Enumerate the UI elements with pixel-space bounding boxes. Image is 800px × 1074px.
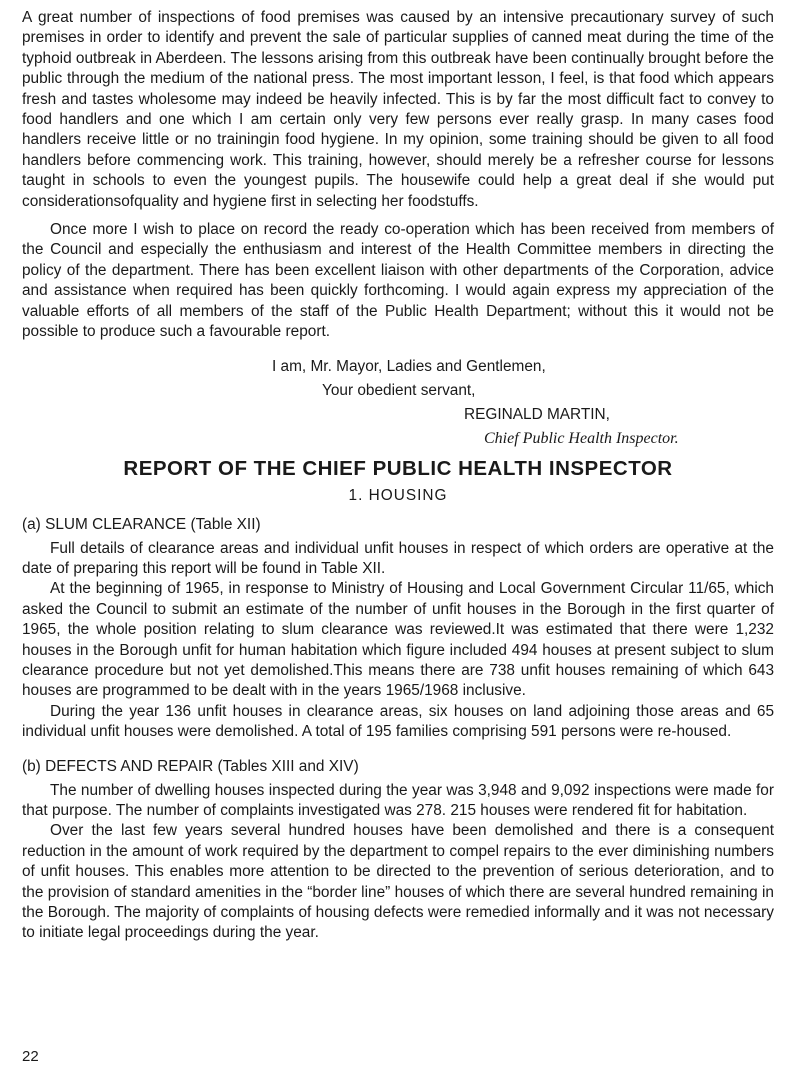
intro-paragraph: A great number of inspections of food premises was caused by an intensive precautionary survey of such premises in order to identify and prevent the sale of particular supplies of canned meat during the time of the typhoid outbreak in Aberdeen. The lessons arising from this outbreak have been continually brought before the public through the medium of the national press. The most important lesson, I feel, is that food which appears fresh and tastes wholesome may indeed be heavily infected. This is by far the most difficult fact to convey to food handlers and one which I am certain only very few persons ever really grasp. In many cases food handlers receive little or no trainingin food hygiene. In my opinion, some training should be given to all food handlers before commencing work. This training, however, should merely be a refresher course for lessons taught in schools to even the youngest pupils. The housewife could help a great deal if she would put considerationsofquality and hygiene first in selecting her foodstuffs.	[22, 9, 774, 210]
salutation: I am, Mr. Mayor, Ladies and Gentlemen,	[272, 357, 546, 375]
slum-clearance-paragraph: At the beginning of 1965, in response to Ministry of Housing and Local Government Circular 11/65, which asked the Council to submit an estimate of the number of unfit houses in the Borough in the first quarter of 1965, the whole position relating to slum clearance was reviewed.It was estimated that there were 1,232 houses in the Borough unfit for human habitation which figure included 494 houses at present subject to slum clearance procedure but not yet demolished.This means there are 738 unfit houses remaining of which 643 houses are programmed to be dealt with in the years 1965/1968 inclusive.	[22, 580, 774, 700]
slum-clearance-paragraph: Full details of clearance areas and individual unfit houses in respect of which orders are operative at the date of preparing this report will be found in Table XII.	[22, 539, 774, 577]
signatory-name: REGINALD MARTIN,	[464, 405, 610, 423]
subsection-b-heading: (b) DEFECTS AND REPAIR (Tables XIII and XIV)	[22, 757, 359, 775]
page-number: 22	[22, 1048, 39, 1065]
subsection-a-heading: (a) SLUM CLEARANCE (Table XII)	[22, 515, 261, 533]
letter-closing	[22, 355, 774, 451]
document-page	[22, 8, 774, 944]
defects-repair-paragraph: Over the last few years several hundred houses have been demolished and there is a consequent reduction in the amount of work required by the department to compel repairs to the ever diminishing numbers of unfit houses. This enables more attention to be directed to the prevention of serious deterioration, and to the provision of standard amenities in the “border line” houses of which there are several hundred remaining in the Borough. The majority of complaints of housing defects were remedied informally and it was not necessary to initiate legal proceedings during the year.	[22, 822, 774, 942]
intro-paragraph: Once more I wish to place on record the ready co-operation which has been received from members of the Council and especially the enthusiasm and interest of the Health Committee members in directing the policy of the department. There has been excellent liaison with other departments of the Corporation, advice and assistance when required has been quickly forthcoming. I would again express my appreciation of the valuable efforts of all members of the staff of the Public Health Department; without this it would not be possible to produce such a favourable report.	[22, 221, 774, 341]
report-title: REPORT OF THE CHIEF PUBLIC HEALTH INSPECTOR	[123, 456, 673, 480]
valediction: Your obedient servant,	[322, 381, 476, 399]
slum-clearance-paragraph: During the year 136 unfit houses in clearance areas, six houses on land adjoining those areas and 65 individual unfit houses were demolished. A total of 195 families comprising 591 persons were re-housed.	[22, 702, 774, 741]
section-title: 1. HOUSING	[348, 486, 448, 504]
defects-repair-paragraph: The number of dwelling houses inspected during the year was 3,948 and 9,092 inspections were made for that purpose. The number of complaints investigated was 278. 215 houses were rendered fit for habitation.	[22, 781, 774, 819]
signatory-title: Chief Public Health Inspector.	[484, 429, 679, 447]
